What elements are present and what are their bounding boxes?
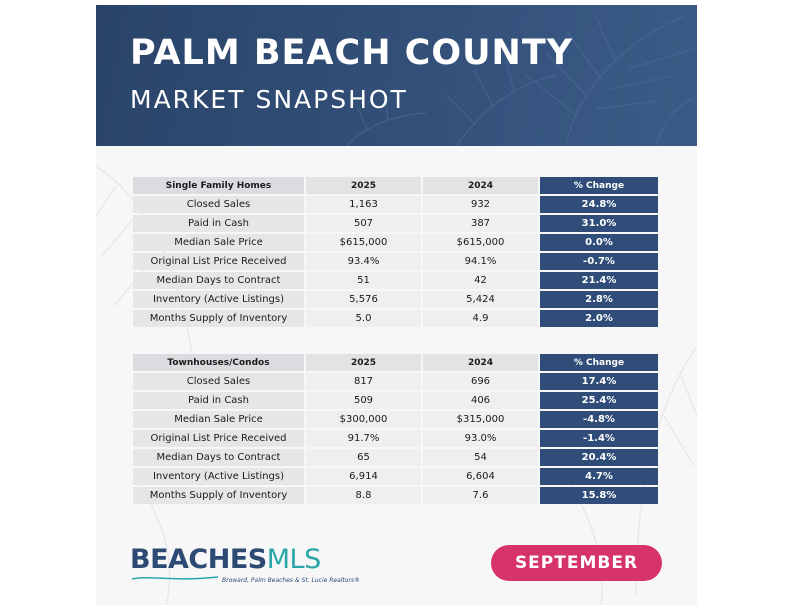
value-2024: $315,000 [423, 411, 538, 428]
table-row [133, 291, 658, 308]
metric-label: Original List Price Received [133, 430, 304, 447]
value-2024: 4.9 [423, 310, 538, 327]
beaches-mls-logo [130, 544, 370, 588]
value-2024: $615,000 [423, 234, 538, 251]
metric-label: Median Days to Contract [133, 272, 304, 289]
value-2025: $300,000 [306, 411, 421, 428]
value-2024: 406 [423, 392, 538, 409]
page-title: PALM BEACH COUNTY [130, 33, 574, 73]
metric-label: Median Days to Contract [133, 449, 304, 466]
metric-label: Original List Price Received [133, 253, 304, 270]
value-2024: 42 [423, 272, 538, 289]
table-row [133, 487, 658, 504]
value-2025: 5,576 [306, 291, 421, 308]
value-2025: 507 [306, 215, 421, 232]
table-row [133, 430, 658, 447]
metric-label: Closed Sales [133, 373, 304, 390]
month-badge: SEPTEMBER [491, 545, 662, 581]
value-2024: 696 [423, 373, 538, 390]
value-2024: 7.6 [423, 487, 538, 504]
value-2025: 8.8 [306, 487, 421, 504]
palm-leaf-decoration-icon [96, 5, 697, 146]
percent-change: 2.0% [540, 310, 658, 327]
logo-suffix-text: MLS [266, 544, 321, 575]
table-row [133, 449, 658, 466]
percent-change: 15.8% [540, 487, 658, 504]
single-family-table [131, 175, 660, 329]
percent-change: 2.8% [540, 291, 658, 308]
metric-label: Paid in Cash [133, 392, 304, 409]
table-row [133, 468, 658, 485]
table-row [133, 272, 658, 289]
value-2024: 932 [423, 196, 538, 213]
header-banner [96, 5, 697, 146]
table-header-cell: % Change [540, 177, 658, 194]
metric-label: Median Sale Price [133, 234, 304, 251]
percent-change: 31.0% [540, 215, 658, 232]
metric-label: Inventory (Active Listings) [133, 291, 304, 308]
percent-change: 25.4% [540, 392, 658, 409]
percent-change: 17.4% [540, 373, 658, 390]
value-2024: 387 [423, 215, 538, 232]
value-2025: 5.0 [306, 310, 421, 327]
percent-change: 20.4% [540, 449, 658, 466]
table-row [133, 310, 658, 327]
value-2025: $615,000 [306, 234, 421, 251]
value-2025: 817 [306, 373, 421, 390]
value-2025: 51 [306, 272, 421, 289]
percent-change: -4.8% [540, 411, 658, 428]
value-2025: 6,914 [306, 468, 421, 485]
table-header-cell: 2025 [306, 177, 421, 194]
table-row [133, 411, 658, 428]
table-header-row [133, 354, 658, 371]
table-row [133, 373, 658, 390]
table-row [133, 234, 658, 251]
value-2024: 93.0% [423, 430, 538, 447]
logo-tagline: Broward, Palm Beaches & St. Lucie Realtors® [222, 577, 361, 584]
table-header-cell: Townhouses/Condos [133, 354, 304, 371]
table-header-cell: 2024 [423, 354, 538, 371]
percent-change: 24.8% [540, 196, 658, 213]
wave-icon [130, 574, 220, 582]
value-2024: 6,604 [423, 468, 538, 485]
table-header-cell: % Change [540, 354, 658, 371]
value-2024: 54 [423, 449, 538, 466]
table-row [133, 215, 658, 232]
page-subtitle: MARKET SNAPSHOT [130, 85, 408, 114]
value-2025: 91.7% [306, 430, 421, 447]
table-header-cell: 2025 [306, 354, 421, 371]
percent-change: 4.7% [540, 468, 658, 485]
table-row [133, 392, 658, 409]
metric-label: Paid in Cash [133, 215, 304, 232]
metric-label: Months Supply of Inventory [133, 310, 304, 327]
table-header-cell: 2024 [423, 177, 538, 194]
metric-label: Inventory (Active Listings) [133, 468, 304, 485]
logo-main-text: BEACHES [130, 544, 267, 575]
table-header-row [133, 177, 658, 194]
logo-wordmark [130, 544, 321, 575]
percent-change: 21.4% [540, 272, 658, 289]
percent-change: -1.4% [540, 430, 658, 447]
table-header-cell: Single Family Homes [133, 177, 304, 194]
table-row [133, 196, 658, 213]
value-2024: 5,424 [423, 291, 538, 308]
table-row [133, 253, 658, 270]
townhouses-condos-table [131, 352, 660, 506]
value-2024: 94.1% [423, 253, 538, 270]
percent-change: -0.7% [540, 253, 658, 270]
value-2025: 1,163 [306, 196, 421, 213]
percent-change: 0.0% [540, 234, 658, 251]
metric-label: Months Supply of Inventory [133, 487, 304, 504]
value-2025: 93.4% [306, 253, 421, 270]
value-2025: 509 [306, 392, 421, 409]
metric-label: Median Sale Price [133, 411, 304, 428]
metric-label: Closed Sales [133, 196, 304, 213]
value-2025: 65 [306, 449, 421, 466]
